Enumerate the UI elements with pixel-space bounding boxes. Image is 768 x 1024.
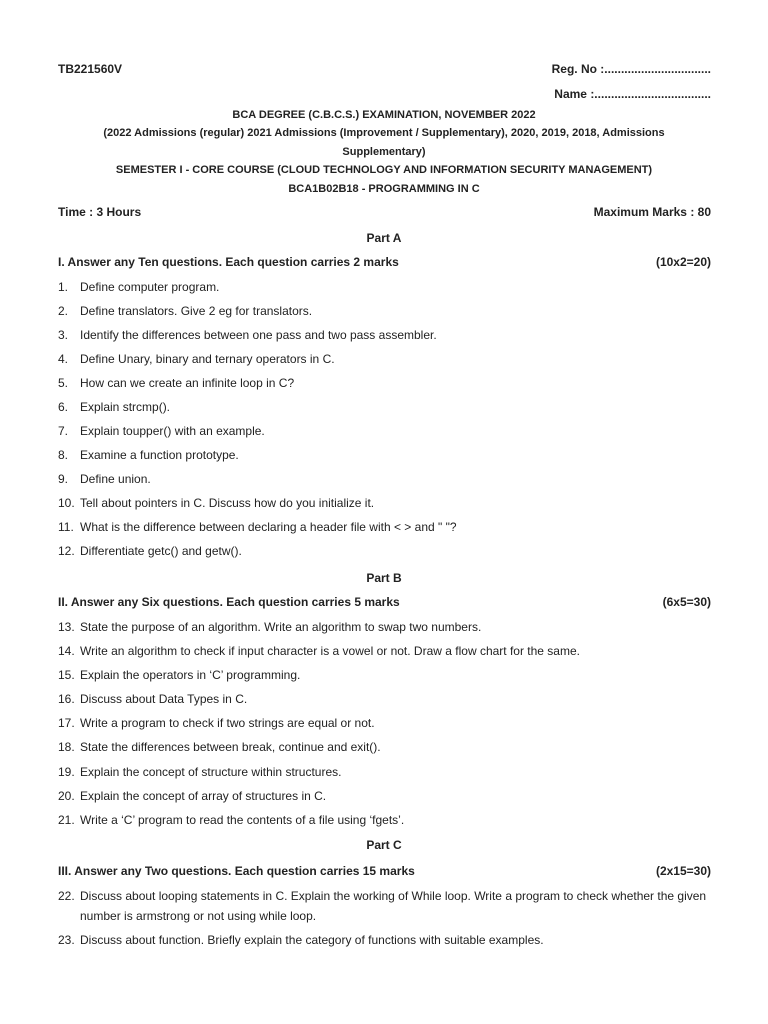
question-text: State the differences between break, continue and exit(). [80, 740, 381, 754]
question-number: 2. [58, 304, 69, 318]
question-item [58, 689, 710, 709]
part-a-instruction: I. Answer any Ten questions. Each question carries 2 marks [58, 255, 399, 269]
question-text: Write a program to check if two strings are equal or not. [80, 716, 375, 730]
question-text: Discuss about function. Briefly explain the category of functions with suitable examples. [80, 933, 544, 947]
semester-line: SEMESTER I - CORE COURSE (CLOUD TECHNOLOGY AND INFORMATION SECURITY MANAGEMENT) [115, 164, 653, 176]
question-text: Tell about pointers in C. Discuss how do you initialize it. [80, 496, 375, 510]
question-text: Explain toupper() with an example. [80, 424, 265, 438]
question-item [58, 325, 710, 345]
max-marks-label: Maximum Marks : 80 [593, 205, 711, 219]
question-item [58, 445, 710, 465]
question-number: 15. [58, 668, 75, 682]
question-item [58, 517, 710, 537]
question-number: 4. [58, 352, 69, 366]
question-number: 19. [58, 765, 75, 779]
question-text: How can we create an infinite loop in C? [80, 376, 295, 390]
question-text: Discuss about Data Types in C. [80, 692, 248, 706]
part-c-title: Part C [366, 838, 402, 852]
question-item [58, 930, 710, 950]
name-field: Name :................................... [554, 87, 711, 101]
question-text: Define computer program. [80, 280, 220, 294]
question-text: What is the difference between declaring a header file with < > and " "? [80, 520, 457, 534]
question-item [58, 469, 710, 489]
question-item [58, 762, 710, 782]
question-item [58, 786, 710, 806]
course-title: BCA1B02B18 - PROGRAMMING IN C [288, 183, 480, 195]
question-number: 1. [58, 280, 69, 294]
question-text: Explain the concept of structure within structures. [80, 765, 342, 779]
question-text: Differentiate getc() and getw(). [80, 544, 242, 558]
question-number: 21. [58, 813, 75, 827]
question-number: 20. [58, 789, 75, 803]
question-number: 22. [58, 889, 75, 903]
question-text: Explain the concept of array of structures in C. [80, 789, 327, 803]
question-item [58, 886, 710, 926]
question-number: 18. [58, 740, 75, 754]
question-text: Explain strcmp(). [80, 400, 171, 414]
part-b-instruction: II. Answer any Six questions. Each question carries 5 marks [58, 595, 400, 609]
question-text: Define Unary, binary and ternary operators in C. [80, 352, 335, 366]
part-c-marks: (2x15=30) [655, 864, 711, 878]
part-a-title: Part A [366, 231, 402, 245]
part-a-marks: (10x2=20) [655, 255, 711, 269]
question-number: 9. [58, 472, 69, 486]
part-b-title: Part B [366, 571, 402, 585]
reg-no-field: Reg. No :................................ [551, 62, 711, 76]
question-item [58, 737, 710, 757]
question-number: 10. [58, 496, 75, 510]
question-item [58, 397, 710, 417]
admissions-line: (2022 Admissions (regular) 2021 Admissions (Improvement / Supplementary), 2020, 2019, 2018, Admissions [103, 127, 665, 139]
question-item [58, 277, 710, 297]
question-number: 3. [58, 328, 69, 342]
question-item [58, 301, 710, 321]
question-text: Define translators. Give 2 eg for translators. [80, 304, 313, 318]
question-number: 7. [58, 424, 69, 438]
admissions-line-2: Supplementary) [342, 146, 426, 158]
part-c-instruction: III. Answer any Two questions. Each question carries 15 marks [58, 864, 415, 878]
question-text: Write an algorithm to check if input character is a vowel or not. Draw a flow chart for the same. [80, 644, 580, 658]
question-item [58, 617, 710, 637]
question-number: 11. [58, 520, 74, 534]
question-number: 17. [58, 716, 75, 730]
question-text: Write a ‘C’ program to read the contents of a file using ‘fgets’. [80, 813, 405, 827]
question-item [58, 421, 710, 441]
question-item [58, 665, 710, 685]
question-item [58, 810, 710, 830]
question-item [58, 713, 710, 733]
question-text: Explain the operators in ‘C’ programming. [80, 668, 301, 682]
time-label: Time : 3 Hours [58, 205, 142, 219]
question-text: Define union. [80, 472, 151, 486]
paper-code: TB221560V [58, 62, 123, 76]
question-text: State the purpose of an algorithm. Write an algorithm to swap two numbers. [80, 620, 482, 634]
question-number: 14. [58, 644, 75, 658]
exam-title: BCA DEGREE (C.B.C.S.) EXAMINATION, NOVEMBER 2022 [232, 109, 536, 121]
question-number: 8. [58, 448, 69, 462]
question-item [58, 349, 710, 369]
question-text: Identify the differences between one pass and two pass assembler. [80, 328, 437, 342]
question-number: 16. [58, 692, 75, 706]
question-item [58, 641, 710, 661]
question-item [58, 541, 710, 561]
question-text: Discuss about looping statements in C. Explain the working of While loop. Write a program to check whether the given number is armstrong or not using while loop. [80, 889, 707, 923]
question-text: Examine a function prototype. [80, 448, 239, 462]
question-item [58, 373, 710, 393]
question-number: 13. [58, 620, 75, 634]
question-number: 5. [58, 376, 69, 390]
question-number: 6. [58, 400, 69, 414]
question-number: 23. [58, 933, 75, 947]
part-b-marks: (6x5=30) [662, 595, 711, 609]
question-item [58, 493, 710, 513]
question-number: 12. [58, 544, 75, 558]
